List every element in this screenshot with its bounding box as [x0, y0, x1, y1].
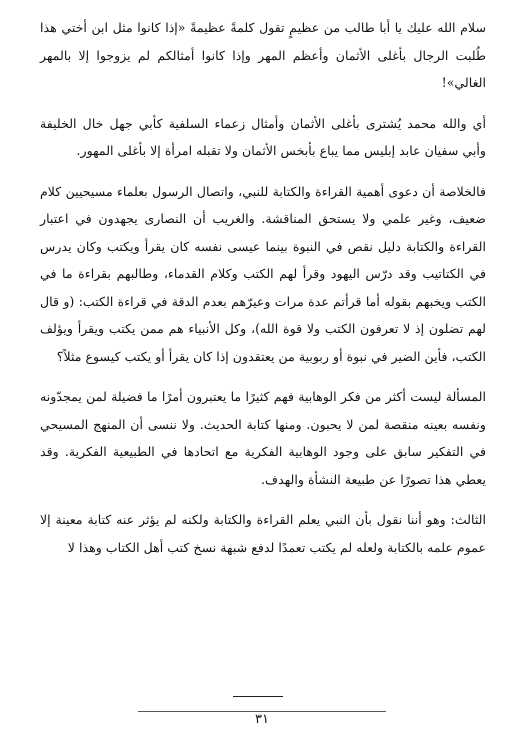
paragraph-1: سلام الله عليك يا أبا طالب من عظيمٍ تقول كلمةً عظيمةً «إذا كانوا مثل ابن أختي هذا طُلبت الرجال بأغلى الأثمان وأعظم المهر وإذا كانوا أمثالكم لم يزوجوا إلا بالمهر الغالي»!	[40, 20, 486, 90]
paragraph-4: المسألة ليست أكثر من فكر الوهابية فهم كثيرًا ما يعتبرون أمرًا ما فضيلة لمن يمجدّونه ونفسه بعينه منقصة لمن لا يحبون. ومنها كتابة الحديث. ولا ننسى أن المنهج المسيحي في التفكير سابق على وجود الوهابية الفكرية مع اتحادها في الطبيعية الفكرية. وقد يعطي هذا تصورًا عن طبيعة النشأة والهدف.	[40, 389, 486, 487]
page-number: ٣١	[255, 712, 269, 727]
page-body	[40, 14, 486, 574]
paragraph-3: فالخلاصة أن دعوى أهمية القراءة والكتابة للنبي، واتصال الرسول بعلماء مسيحيين كلام ضعيف، وغير علمي ولا يستحق المناقشة. والغريب أن النصارى يجهدون في اعتبار القراءة والكتابة دليل نقص في النبوة بينما عيسى نفسه كان يقرأ ويكتب وكان يدرس في الكتاتيب وقد درّس اليهود وقرأ لهم الكتب وكلام القدماء، وطالبهم بقراءة ما في الكتب ويخبهم بقوله أما قرأتم عدة مرات وعيرّهم بعدم الدقة في قراءة الكتب: (و قال لهم تضلون إذ لا تعرفون الكتب ولا قوة الله)، وكل الأنبياء هم ممن يكتب ويقرأ ويؤلف الكتب، فأين الضير في نبوة أو ربوبية من يعتقدون إذا كان يقرأ أو يكتب كيسوع مثلاً؟	[40, 183, 486, 364]
footer-divider-short	[233, 696, 283, 697]
paragraph-5: الثالث: وهو أننا نقول بأن النبي يعلم القراءة والكتابة ولكنه لم يؤثر عنه كتابة معينة إلا عموم علمه بالكتابة ولعله لم يكتب تعمدًا لدفع شبهة نسخ كتب أهل الكتاب وهذا لا	[40, 512, 486, 555]
paragraph-2: أي والله محمد يُشترى بأغلى الأثمان وأمثال زعماء السلفية كأبي جهل خال الخليفة وأبي سفيان عابد إبليس مما يباع بأبخس الأثمان ولا تقبله امرأة إلا بأغلى المهور.	[40, 115, 486, 158]
